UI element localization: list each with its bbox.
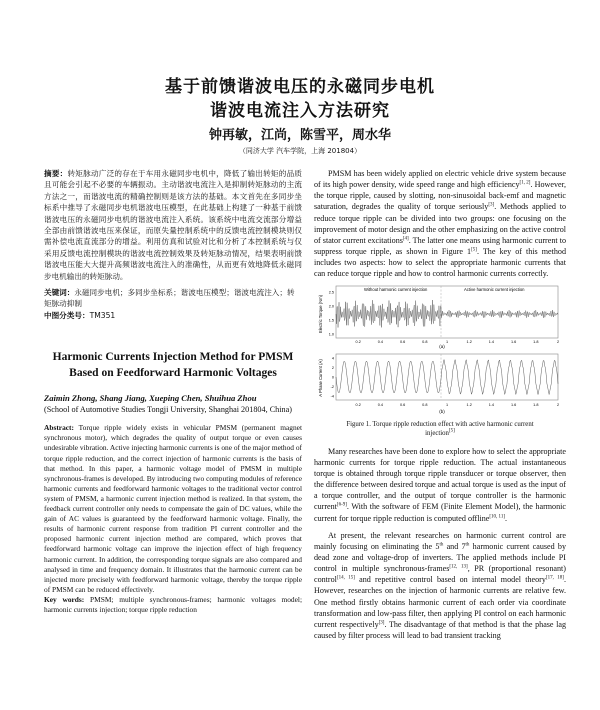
x-tick-label: 1.6: [510, 339, 517, 344]
keywords-en: [44, 595, 302, 615]
clc-cn-text: TM351: [89, 310, 116, 320]
keywords-cn-label: 关键词：: [44, 288, 75, 298]
clc-cn: [44, 310, 302, 321]
x-tick-label: 2: [556, 339, 560, 344]
x-tick-label: 1.8: [533, 339, 539, 344]
abstract-cn: [44, 168, 302, 282]
english-title: Harmonic Currents Injection Method for PMSM Based on Feedforward Harmonic Voltages: [52, 351, 294, 380]
panel-a-label: (a): [439, 343, 445, 349]
keywords-cn-text: 永磁同步电机；多同步坐标系；谐波电压模型；谐波电流注入；转矩脉动抑制: [44, 288, 295, 309]
ylabel-bottom: A Phase Current (A): [318, 358, 323, 397]
legend-right: Active harmonic current injection: [464, 286, 525, 292]
y-tick-label: 2: [331, 365, 334, 370]
clc-cn-label: 中图分类号：: [44, 310, 90, 320]
y-tick-label: 0: [331, 375, 334, 380]
left-column: [44, 168, 302, 615]
y-tick-label: -2: [330, 384, 334, 389]
current-trace: [336, 359, 558, 394]
x-tick-label: 0.2: [355, 402, 361, 407]
abstract-en-label: Abstract:: [44, 423, 74, 433]
y-tick-label: 1.0: [328, 332, 334, 337]
x-tick-label: 1.2: [466, 339, 472, 344]
x-tick-label: 1: [445, 402, 449, 407]
affiliation-cn: （同济大学 汽车学院，上海 201804）: [238, 147, 362, 155]
y-tick-label: 4: [331, 356, 334, 361]
abstract-cn-text: 转矩脉动广泛的存在于车用永磁同步电机中，降低了输出转矩的品质且可能会引起不必要的车辆振动。主动谐波电流注入是抑制转矩脉动的主流方法之一，而谐波电流的精确控制则是该方法的基础。本文首先在多同步坐标系中推导了永磁同步电机谐波电压模型，在此基础上构建了一种基于前馈谐波电压的永磁同步电机的谐波电流注入系统。该系统中电流交流部分增益全部由前馈谐波电压来保证，而原失量控制系统中的反馈电流控制模块则仅需补偿电流直流部分的增益。利用仿真和试验对比和分析了本控制系统与仅采用反馈电流控制模块的谐波电流控制效果及转矩脉动情况，结果表明前馈谐波电压能大大提升高频谐波电流注入的准确性，从而更有效地降低永磁同步电机输出的转矩脉动。: [44, 169, 303, 281]
figure-1: [314, 282, 566, 418]
y-tick-label: 1.5: [328, 318, 334, 323]
abstract-cn-label: 摘要：: [44, 169, 68, 178]
x-tick-label: 0.4: [377, 402, 384, 407]
figure-1-plot: [314, 282, 566, 418]
legend-left: Without harmonic current injection: [364, 286, 428, 292]
paper-title-line2: 谐波电流注入方法研究: [210, 101, 390, 121]
x-tick-label: 0.8: [422, 339, 428, 344]
affiliation-en: (School of Automotive Studies Tongji University, Shanghai 201804, China): [44, 405, 292, 415]
x-tick-label: 1.4: [488, 339, 495, 344]
intro-paragraph-1: PMSM has been widely applied on electric vehicle drive system because of its high power density, wide speed range and high efficiency[1, 2]. However, the torque ripple, caused by slotting, non-sinusoidal back-emf and magnetic saturation, degrades the quality of torque seriously[3]. Methods applied to reduce torque ripple can be divided into two groups: one focusing on the improvement of motor design and the other emphasizing on the active control of stator current excitations[4]. The latter one means using harmonic current to suppress torque ripple, as shown in Figure 1[5]. The key of this method includes two aspects: how to select the appropriate harmonic currents that can reduce torque ripple and how to control harmonic currents correctly.: [314, 169, 566, 279]
abstract-en: [44, 423, 302, 595]
panel-b-label: (b): [439, 408, 445, 414]
keywords-cn: [44, 287, 302, 310]
figure-1-caption: Figure 1. Torque ripple reduction effect with active harmonic current injection[5]: [346, 420, 534, 437]
intro-paragraph-3: At present, the relevant researches on harmonic current control are mainly focusing on eliminating the 5th and 7th harmonic current caused by dead zone and voltage-drop of inverters. The applied methods include PI control in multiple synchronous-frames[12, 13], PR (proportional resonant) control[14, 15] and repetitive control based on internal model theory[17, 18]. However, researches on the injection of harmonic currents are relative few. One method firstly obtains harmonic current of each order via coordinate transformation and low-pass filter, then applying PI control on each harmonic current respectively[3]. The disadvantage of that method is that the phase lag caused by filter process will lead to bad transient tracking: [314, 530, 567, 641]
x-tick-label: 1.8: [533, 402, 539, 407]
intro-paragraph-2: Many researches have been done to explore how to select the appropriate harmonic currents for torque ripple reduction. The actual instantaneous torque is obtained through torque ripple transducer or torque observer, then the difference between desired torque and actual torque is used as the input of a torque controller, and the output of torque controller is the harmonic current[6-9]. With the software of FEM (Finite Element Model), the harmonic current for torque ripple reduction is computed offline[10, 11].: [314, 446, 566, 523]
x-tick-label: 1.2: [466, 402, 472, 407]
abstract-en-text: Torque ripple widely exists in vehicular PMSM (permanent magnet synchronous motor), which degrades the quality of output torque or even causes undesirable vibration. Active injecting harmonic currents is one of the major method of torque ripple reduction, and the correct injection of harmonic currents is the basis of that method. In this paper, a harmonic voltage model of PMSM in multiple synchronous-frames is developed. By introducing two computing modules of reference harmonic currents and feedforward harmonic voltages to the traditional vector control system of PMSM, a harmonic current injection method is realized. In that system, the feedback current controller only needs to compensate the gain of DC values, while the gain of AC values is guaranteed by the feedforward harmonic voltage. Finally, the results of harmonic current response from tradition PI current controller and the proposed harmonic current injection method are compared, which proves that feedforward harmonic voltage can improve the injection effect of high frequency harmonic current. In addition, the corresponding torque signals are also compared and analysed in time and frequency domain. It illustrates that the harmonic current can be injected more precisely with feedforward harmonic voltage, thereby the torque ripple of PMSM can be reduced effectively.: [44, 423, 303, 594]
right-column: [314, 168, 566, 641]
authors-en: Zaimin Zhong, Shang Jiang, Xueping Chen, Shuihua Zhou: [44, 393, 257, 404]
paper-title-line1: 基于前馈谐波电压的永磁同步电机: [165, 77, 435, 97]
x-tick-label: 1.6: [510, 402, 517, 407]
x-tick-label: 0.8: [422, 402, 428, 407]
x-tick-label: 0.2: [355, 339, 361, 344]
x-tick-label: 0.6: [399, 402, 406, 407]
x-tick-label: 2: [556, 402, 560, 407]
y-tick-label: 2.5: [328, 290, 334, 295]
phase-current-series: [336, 359, 558, 394]
y-tick-label: -4: [330, 394, 334, 399]
ylabel-top: Electric Torque (Nm): [318, 294, 323, 333]
torque-trace: [336, 300, 558, 328]
x-tick-label: 1.4: [488, 402, 495, 407]
x-tick-label: 0.4: [377, 339, 384, 344]
authors-cn: 钟再敏，江尚，陈雪平，周水华: [208, 128, 391, 143]
torque-ripple-series: [336, 300, 558, 328]
y-tick-label: 2.0: [328, 304, 334, 309]
keywords-en-text: PMSM; multiple synchronous-frames; harmonic voltages model; harmonic currents injection; torque ripple reduction: [44, 594, 302, 614]
top-panel-frame: [336, 286, 558, 338]
keywords-en-label: Key words:: [44, 594, 85, 604]
x-tick-label: 0.6: [399, 339, 406, 344]
x-tick-label: 1: [445, 339, 449, 344]
